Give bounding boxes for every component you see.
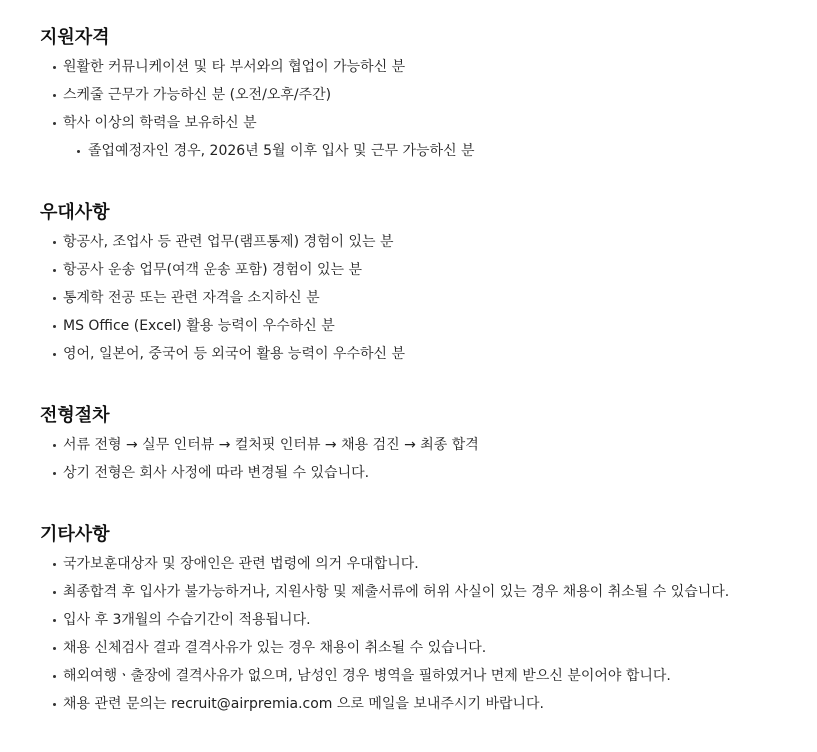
qualification-item: 학사 이상의 학력을 보유하신 분 <box>40 109 810 137</box>
preference-item: MS Office (Excel) 활용 능력이 우수하신 분 <box>40 312 810 340</box>
etc-item: 국가보훈대상자 및 장애인은 관련 법령에 의거 우대합니다. <box>40 550 810 578</box>
process-list <box>40 431 810 487</box>
preference-item: 통계학 전공 또는 관련 자격을 소지하신 분 <box>40 284 810 312</box>
etc-item: 입사 후 3개월의 수습기간이 적용됩니다. <box>40 606 810 634</box>
process-section <box>40 401 810 487</box>
process-item: 서류 전형 → 실무 인터뷰 → 컬처핏 인터뷰 → 채용 검진 → 최종 합격 <box>40 431 810 459</box>
preference-item: 영어, 일본어, 중국어 등 외국어 활용 능력이 우수하신 분 <box>40 340 810 368</box>
preference-item: 항공사 운송 업무(여객 운송 포함) 경험이 있는 분 <box>40 256 810 284</box>
qualifications-list <box>40 53 810 165</box>
qualification-item: 원활한 커뮤니케이션 및 타 부서와의 협업이 가능하신 분 <box>40 53 810 81</box>
etc-item: 최종합격 후 입사가 불가능하거나, 지원사항 및 제출서류에 허위 사실이 있는 경우 채용이 취소될 수 있습니다. <box>40 578 810 606</box>
etc-item: 해외여행ㆍ출장에 결격사유가 없으며, 남성인 경우 병역을 필하였거나 면제 받으신 분이어야 합니다. <box>40 662 810 690</box>
etc-item: 채용 신체검사 결과 결격사유가 있는 경우 채용이 취소될 수 있습니다. <box>40 634 810 662</box>
preferences-section <box>40 198 810 368</box>
qualifications-section <box>40 23 810 165</box>
qualification-item: 스케줄 근무가 가능하신 분 (오전/오후/주간) <box>40 81 810 109</box>
qualification-sub-item: 졸업예정자인 경우, 2026년 5월 이후 입사 및 근무 가능하신 분 <box>40 137 810 165</box>
preferences-list <box>40 228 810 368</box>
process-item: 상기 전형은 회사 사정에 따라 변경될 수 있습니다. <box>40 459 810 487</box>
preferences-heading: 우대사항 <box>40 202 110 223</box>
etc-item: 채용 관련 문의는 recruit@airpremia.com 으로 메일을 보내주시기 바랍니다. <box>40 690 810 718</box>
preference-item: 항공사, 조업사 등 관련 업무(램프통제) 경험이 있는 분 <box>40 228 810 256</box>
qualifications-heading: 지원자격 <box>40 27 110 48</box>
etc-section <box>40 520 810 718</box>
etc-heading: 기타사항 <box>40 524 110 545</box>
etc-list <box>40 550 810 718</box>
process-heading: 전형절차 <box>40 405 110 426</box>
